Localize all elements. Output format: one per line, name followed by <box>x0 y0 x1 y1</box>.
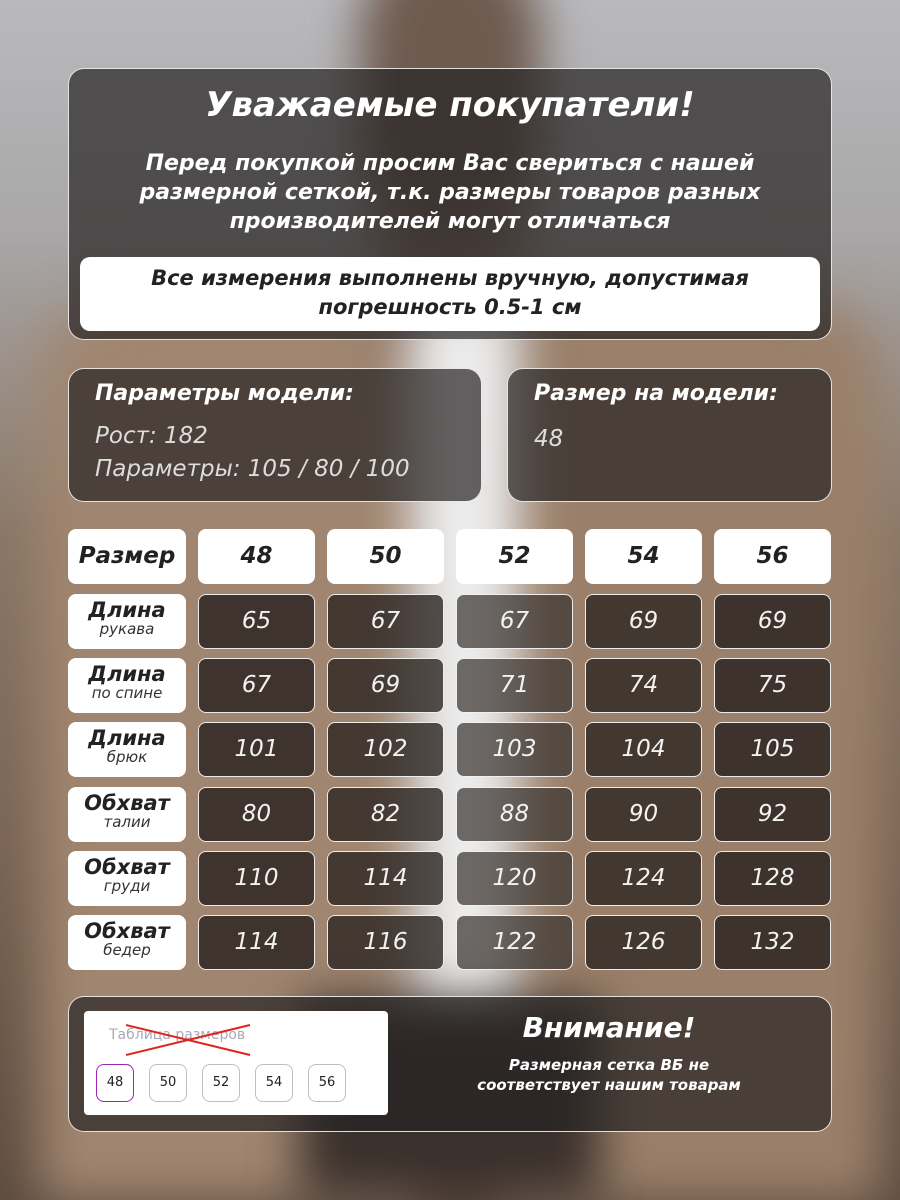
table-cell: 120 <box>456 851 573 906</box>
row-label <box>68 915 186 970</box>
wb-size-chart-title: Таблица размеров <box>109 1027 246 1043</box>
size-header-48: 48 <box>198 529 315 584</box>
table-cell: 114 <box>327 851 444 906</box>
model-measurements: Параметры: 105 / 80 / 100 <box>95 456 410 482</box>
table-cell: 132 <box>714 915 831 970</box>
size-header-52: 52 <box>456 529 573 584</box>
table-cell: 67 <box>327 594 444 649</box>
wb-size-option-52[interactable]: 52 <box>202 1064 240 1102</box>
table-cell: 80 <box>198 787 315 842</box>
table-cell: 71 <box>456 658 573 713</box>
model-size-panel <box>507 368 832 502</box>
row-label-main: Длина <box>88 726 166 750</box>
size-header-56: 56 <box>714 529 831 584</box>
row-label-sub: талии <box>103 813 151 831</box>
table-cell: 90 <box>585 787 702 842</box>
table-cell: 126 <box>585 915 702 970</box>
table-cell: 92 <box>714 787 831 842</box>
table-cell: 128 <box>714 851 831 906</box>
model-params-panel <box>68 368 482 502</box>
attention-panel <box>68 996 832 1132</box>
table-cell: 101 <box>198 722 315 777</box>
table-cell: 69 <box>585 594 702 649</box>
wb-size-option-54[interactable]: 54 <box>255 1064 293 1102</box>
wb-size-option-56[interactable]: 56 <box>308 1064 346 1102</box>
table-cell: 88 <box>456 787 573 842</box>
table-cell: 104 <box>585 722 702 777</box>
model-params-title: Параметры модели: <box>95 381 354 406</box>
row-label <box>68 594 186 649</box>
table-cell: 116 <box>327 915 444 970</box>
row-label <box>68 787 186 842</box>
row-label-sub: рукава <box>99 620 155 638</box>
row-label <box>68 851 186 906</box>
row-label-main: Длина <box>88 662 166 686</box>
row-label-main: Обхват <box>84 919 170 943</box>
wb-size-option-48[interactable]: 48 <box>96 1064 134 1102</box>
measurement-notice <box>80 257 820 331</box>
row-label <box>68 722 186 777</box>
table-cell: 105 <box>714 722 831 777</box>
attention-title: Внимание! <box>522 1011 696 1044</box>
table-cell: 74 <box>585 658 702 713</box>
table-cell: 67 <box>198 658 315 713</box>
wb-size-chart-screenshot <box>84 1011 388 1115</box>
table-cell: 65 <box>198 594 315 649</box>
row-label <box>68 658 186 713</box>
row-label-main: Обхват <box>84 855 170 879</box>
table-cell: 114 <box>198 915 315 970</box>
notice-text: Все измерения выполнены вручную, допустимая погрешность 0.5-1 см <box>151 266 749 319</box>
size-label-cell: Размер <box>68 529 186 584</box>
row-label-sub: брюк <box>106 748 148 766</box>
model-height: Рост: 182 <box>95 423 208 449</box>
header-body: Перед покупкой просим Вас свериться с нашей размерной сеткой, т.к. размеры товаров разных производителей могут отличаться <box>139 151 761 234</box>
model-size-value: 48 <box>534 426 564 452</box>
table-cell: 124 <box>585 851 702 906</box>
attention-body: Размерная сетка ВБ не соответствует нашим товарам <box>477 1056 741 1094</box>
table-cell: 69 <box>714 594 831 649</box>
row-label-sub: груди <box>103 877 151 895</box>
row-label-sub: по спине <box>91 684 163 702</box>
table-cell: 122 <box>456 915 573 970</box>
size-header-54: 54 <box>585 529 702 584</box>
table-cell: 82 <box>327 787 444 842</box>
table-cell: 102 <box>327 722 444 777</box>
table-cell: 103 <box>456 722 573 777</box>
row-label-main: Обхват <box>84 791 170 815</box>
row-label-main: Длина <box>88 598 166 622</box>
table-cell: 75 <box>714 658 831 713</box>
page-title: Уважаемые покупатели! <box>205 85 695 125</box>
wb-size-option-50[interactable]: 50 <box>149 1064 187 1102</box>
model-size-title: Размер на модели: <box>534 381 778 406</box>
cross-out-icon <box>124 1021 254 1061</box>
header-panel <box>68 68 832 340</box>
table-cell: 69 <box>327 658 444 713</box>
table-cell: 110 <box>198 851 315 906</box>
size-header-50: 50 <box>327 529 444 584</box>
table-cell: 67 <box>456 594 573 649</box>
row-label-sub: бедер <box>103 941 151 959</box>
